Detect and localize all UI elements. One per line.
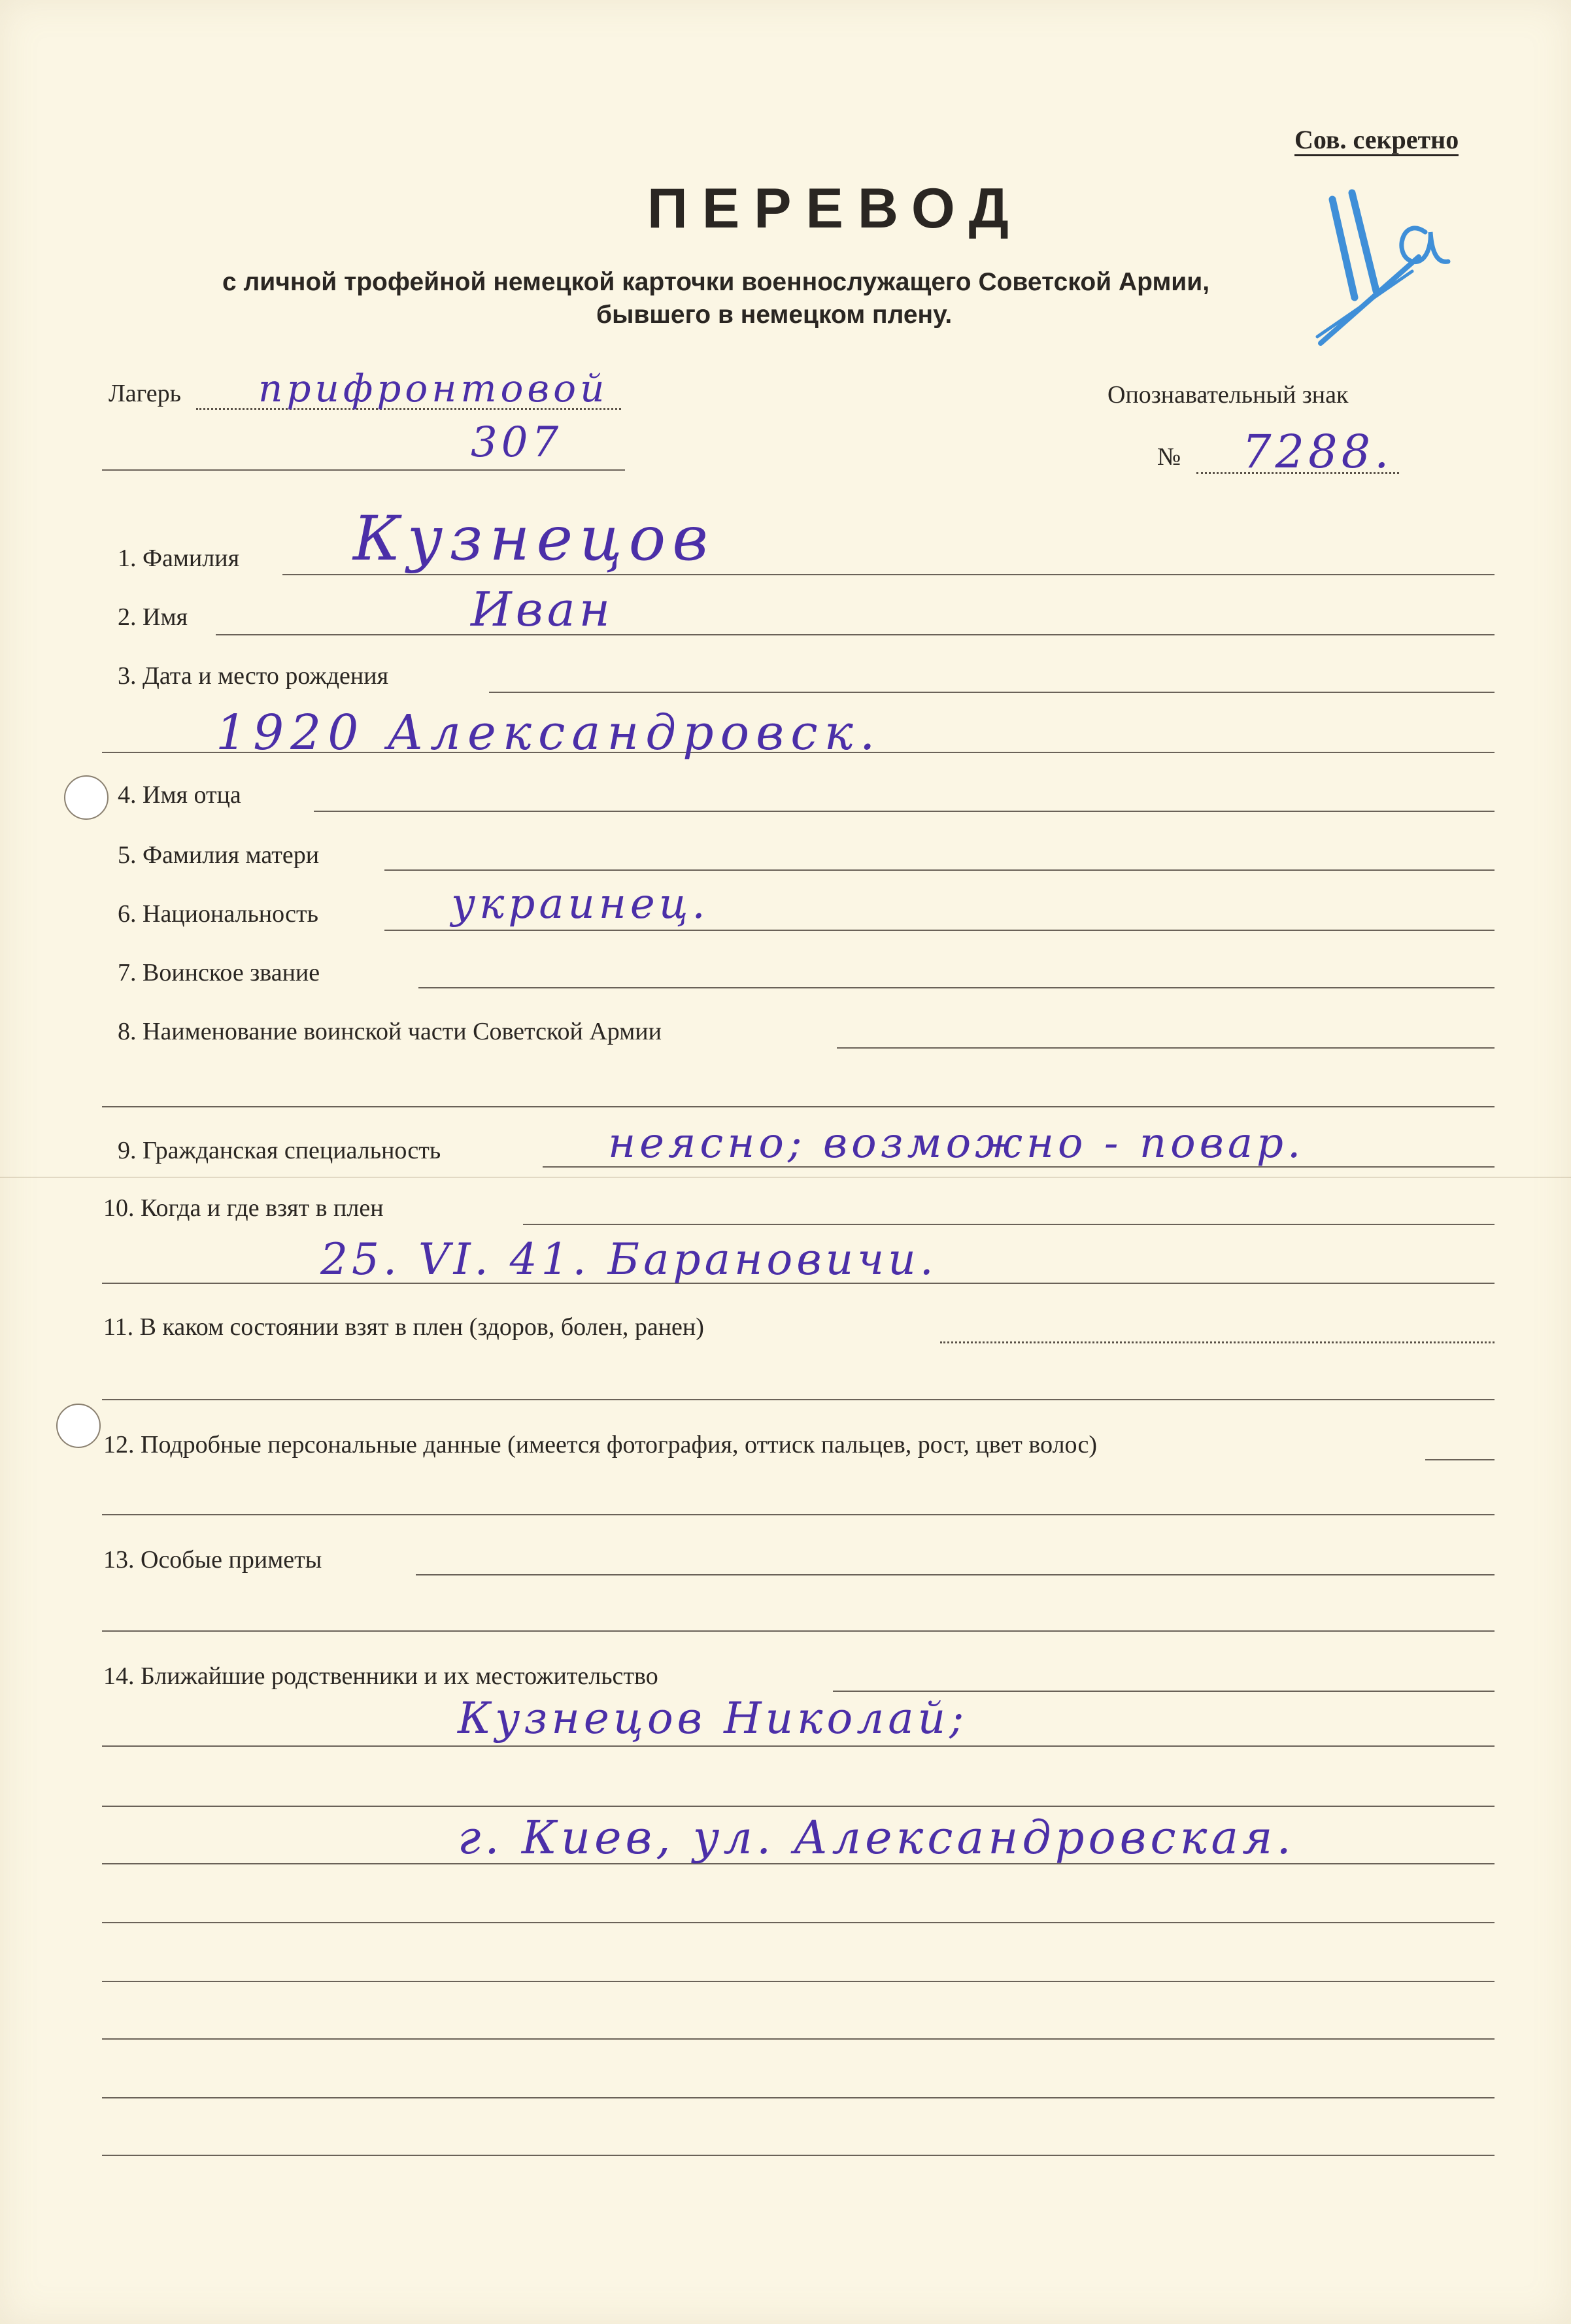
page-title: ПЕРЕВОД xyxy=(647,177,1023,240)
field-3-value: 1920 Александровск. xyxy=(216,705,882,761)
field-14-line-8 xyxy=(102,2097,1495,2098)
camp-value: прифронтовой xyxy=(258,366,609,411)
field-4-line xyxy=(314,811,1495,812)
field-10-label: 10. Когда и где взят в плен xyxy=(103,1194,384,1222)
pencil-mark-icon xyxy=(1314,173,1458,350)
field-14-line-9 xyxy=(102,2155,1495,2156)
field-8-label: 8. Наименование воинской части Советской Армии xyxy=(118,1018,662,1045)
field-9-label: 9. Гражданская специальность xyxy=(118,1137,441,1164)
subtitle-line-2: бывшего в немецком плену. xyxy=(596,301,953,329)
field-13-line-1 xyxy=(416,1574,1495,1575)
field-2-label: 2. Имя xyxy=(118,603,188,631)
field-6-label: 6. Национальность xyxy=(118,900,318,928)
field-8-line-2 xyxy=(102,1106,1495,1107)
camp-label: Лагерь xyxy=(109,380,181,407)
field-8-line-1 xyxy=(837,1047,1495,1049)
field-14-line-7 xyxy=(102,2038,1495,2040)
field-6-line xyxy=(384,930,1495,931)
field-10-value: 25. VI. 41. Барановичи. xyxy=(320,1234,938,1285)
margin-mark xyxy=(1314,173,1458,350)
field-10-line-1 xyxy=(523,1224,1495,1225)
punch-hole-top xyxy=(64,775,109,820)
field-7-line xyxy=(418,987,1495,988)
field-14-line-3 xyxy=(102,1806,1495,1807)
field-12-line-1 xyxy=(1425,1459,1495,1460)
field-5-label: 5. Фамилия матери xyxy=(118,841,320,869)
field-14-label: 14. Ближайшие родственники и их местожительство xyxy=(103,1662,658,1690)
field-3-label: 3. Дата и место рождения xyxy=(118,662,389,690)
field-13-label: 13. Особые приметы xyxy=(103,1546,322,1574)
field-12-line-2 xyxy=(102,1514,1495,1515)
id-tag-value: 7288. xyxy=(1242,425,1393,479)
subtitle-line-1: с личной трофейной немецкой карточки военнослужащего Советской Армии, xyxy=(222,268,1210,296)
field-14-line-5 xyxy=(102,1922,1495,1923)
id-tag-label: Опознавательный знак xyxy=(1107,381,1349,409)
field-4-label: 4. Имя отца xyxy=(118,781,241,809)
field-2-value: Иван xyxy=(471,582,615,637)
classification-mark: Сов. секретно xyxy=(1294,126,1459,156)
field-14-line-2 xyxy=(102,1745,1495,1747)
field-5-line xyxy=(384,869,1495,871)
field-11-line-2 xyxy=(102,1399,1495,1400)
field-12-label: 12. Подробные персональные данные (имеется фотография, оттиск пальцев, рост, цвет волос) xyxy=(103,1431,1097,1458)
field-7-label: 7. Воинское звание xyxy=(118,959,320,986)
camp-number: 307 xyxy=(471,418,563,467)
field-2-line xyxy=(216,634,1495,635)
field-9-value: неясно; возможно - повар. xyxy=(608,1119,1305,1168)
field-14-value-line-1: Кузнецов Николай; xyxy=(458,1693,968,1743)
field-14-value-line-2: г. Киев, ул. Александровская. xyxy=(458,1811,1295,1864)
field-11-line-1 xyxy=(940,1341,1495,1343)
field-13-line-2 xyxy=(102,1630,1495,1632)
camp-line-2 xyxy=(102,469,625,471)
field-1-value: Кузнецов xyxy=(353,503,715,575)
field-6-value: украинец. xyxy=(451,880,709,928)
field-14-line-1 xyxy=(833,1691,1495,1692)
field-14-line-6 xyxy=(102,1981,1495,1982)
fold-crease xyxy=(0,1177,1571,1178)
field-3-line-1 xyxy=(489,692,1495,693)
field-1-label: 1. Фамилия xyxy=(118,545,240,572)
punch-hole-bottom xyxy=(56,1404,101,1448)
field-11-label: 11. В каком состоянии взят в плен (здоров, болен, ранен) xyxy=(103,1313,704,1341)
id-tag-number-sign: № xyxy=(1157,443,1181,471)
